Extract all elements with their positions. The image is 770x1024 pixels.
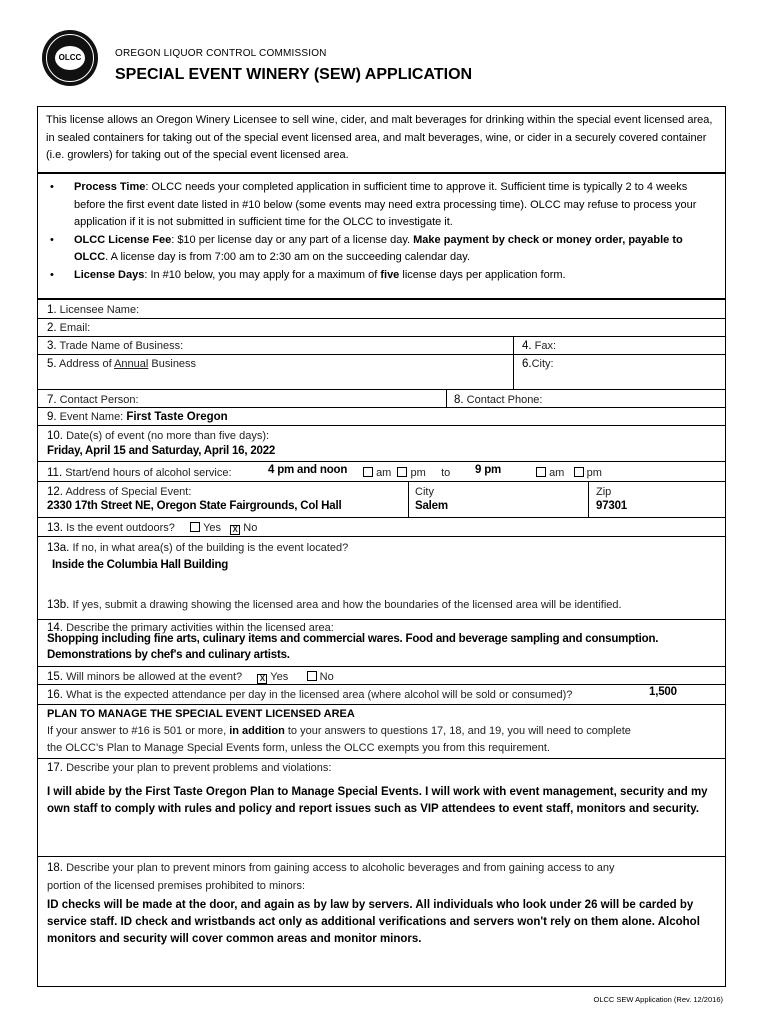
q-number: 5. [47, 358, 57, 370]
intro-box [37, 106, 726, 173]
plan-text: to your answers to questions 17, 18, and 19, you will need to complete [284, 725, 631, 737]
event-dates-value: Friday, April 15 and Saturday, April 16, 2022 [47, 445, 276, 457]
field-prevent-problems[interactable] [38, 758, 725, 857]
bullet-label: License Days [74, 268, 145, 281]
prevent-problems-value: I will abide by the First Taste Oregon Plan to Manage Special Events. I will work with event management, security and my own staff to comply with rules and policy and report issues such as VIP attendees to event staff, monitors and security. [47, 786, 708, 815]
am-checkbox[interactable] [363, 467, 373, 477]
field-label: Address of Special Event: [65, 486, 192, 498]
activities-value-line1: Shopping including fine arts, culinary items and commercial wares. Food and beverage sampling and consumption. [47, 633, 659, 645]
bullet-process-time [74, 179, 717, 232]
outdoors-yes-checkbox[interactable] [190, 522, 200, 532]
event-name-value: First Taste Oregon [126, 411, 228, 423]
plan-heading: PLAN TO MANAGE THE SPECIAL EVENT LICENSED AREA [47, 708, 355, 720]
outdoors-no-checkbox[interactable]: X [230, 525, 240, 535]
bullet-text: : $10 per license day or any part of a license day. [171, 233, 414, 246]
field-service-hours[interactable] [38, 461, 725, 482]
pm-checkbox[interactable] [397, 467, 407, 477]
field-fax[interactable] [522, 340, 556, 352]
am-checkbox-end[interactable] [536, 467, 546, 477]
yes-label: Yes [270, 671, 289, 683]
q-number: 15. [47, 671, 63, 683]
field-label: If no, in what area(s) of the building is the event located? [72, 542, 349, 554]
divider [513, 355, 514, 390]
field-attendance[interactable] [38, 684, 725, 705]
divider [513, 337, 514, 355]
organization-name: OREGON LIQUOR CONTROL COMMISSION [115, 48, 327, 59]
logo-text: OLCC [55, 46, 85, 70]
field-building-area[interactable] [38, 536, 725, 620]
bullet-bold: Make payment by check or money order, payable to OLCC [74, 233, 683, 263]
pm-label: pm [586, 467, 602, 479]
end-hours-value: 9 pm [475, 464, 502, 476]
bullet-label: Process Time [74, 181, 146, 193]
no-label: No [319, 671, 334, 683]
q-number: 14. [47, 622, 63, 634]
q-number: 16. [47, 689, 63, 701]
field-prevent-minors[interactable] [38, 856, 725, 989]
q-number: 2. [47, 322, 57, 334]
minors-yes-checkbox[interactable]: X [257, 674, 267, 684]
building-area-value: Inside the Columbia Hall Building [52, 559, 229, 571]
bullet-license-fee [74, 232, 717, 267]
field-trade-name[interactable] [38, 336, 725, 355]
q-number: 6. [522, 358, 532, 370]
activities-value-line2: Demonstrations by chef's and culinary artists. [47, 649, 290, 661]
field-label: Licensee Name: [59, 304, 140, 316]
field-label: Contact Phone: [466, 394, 543, 406]
bullet-text: . A license day is from 7:00 am to 2:30 am on the succeeding calendar day. [105, 251, 471, 263]
plan-text: If your answer to #16 is 501 or more, [47, 725, 230, 737]
q-number: 1. [47, 304, 57, 316]
bullet-label: OLCC License Fee [74, 233, 172, 246]
am-label: am [549, 467, 565, 479]
prevent-minors-value: ID checks will be made at the door, and again as by law by servers. All individuals who look under 26 will be carded by service staff. ID check and wristbands act only as additional verifications and servers won't rely on them alone. Alcohol monitors and security will cover common areas and monitor minors. [47, 899, 700, 945]
field-outdoors[interactable] [38, 517, 725, 537]
q-number: 12. [47, 486, 63, 498]
yes-label: Yes [203, 522, 222, 534]
field-label: If yes, submit a drawing showing the licensed area and how the boundaries of the licensed area will be identified. [72, 599, 622, 611]
field-label-underline: Annual [114, 358, 149, 370]
field-contact-person[interactable] [38, 389, 725, 408]
info-bullets [37, 173, 726, 299]
field-label: What is the expected attendance per day in the licensed area (where alcohol will be sold or consumed)? [66, 689, 573, 701]
field-city[interactable] [522, 358, 554, 370]
event-zip-value: 97301 [596, 500, 627, 512]
field-label: Event Name: [59, 411, 124, 423]
minors-no-checkbox[interactable] [307, 671, 317, 681]
field-label: Email: [59, 322, 91, 334]
q-number: 7. [47, 394, 57, 406]
application-form [37, 299, 726, 987]
field-minors-allowed[interactable] [38, 666, 725, 685]
field-label: portion of the licensed premises prohibited to minors: [47, 880, 306, 892]
field-label: Describe your plan to prevent problems and violations: [66, 762, 332, 774]
olcc-logo [42, 30, 98, 86]
field-label: City: [531, 358, 554, 370]
q-number: 13a. [47, 542, 70, 554]
field-email[interactable] [38, 318, 725, 337]
event-city-value: Salem [415, 500, 448, 512]
start-hours-value: 4 pm and noon [268, 464, 348, 476]
divider [446, 390, 447, 408]
bullet-bold: five [380, 268, 400, 281]
page-title: SPECIAL EVENT WINERY (SEW) APPLICATION [115, 66, 473, 83]
intro-text: This license allows an Oregon Winery Licensee to sell wine, cider, and malt beverages for drinking within the special event licensed area, in sealed containers for taking out of the special event licensed area, and malt beverages, wine, or cider in a securely covered container (i.e. growlers) for taking out of the special event licensed area. [46, 114, 713, 161]
event-address-value: 2330 17th Street NE, Oregon State Fairgrounds, Col Hall [47, 500, 342, 512]
q-number: 10. [47, 430, 63, 442]
q-number: 18. [47, 862, 63, 874]
to-label: to [441, 467, 451, 479]
field-licensee-name[interactable] [38, 300, 725, 318]
no-label: No [243, 522, 258, 534]
q-number: 13. [47, 522, 63, 534]
q-number: 3. [47, 340, 57, 352]
field-label: Trade Name of Business: [59, 340, 184, 352]
q-number: 4. [522, 340, 532, 352]
field-event-dates[interactable] [38, 425, 725, 462]
bullet-text: : In #10 below, you may apply for a maximum of [144, 268, 381, 281]
bullet-text: : OLCC needs your completed application in sufficient time to approve it. Sufficient time is typically 2 to 4 weeks before the first event date listed in #10 below (some events may need extra processing time). OLCC may refuse to process your application if it is not submitted in sufficient time for the OLCC to investigate it. [74, 181, 697, 228]
form-revision: OLCC SEW Application (Rev. 12/2016) [593, 995, 723, 1004]
plan-section [38, 704, 725, 759]
bullet-license-days [74, 267, 717, 285]
q-number: 8. [454, 394, 464, 406]
divider [588, 482, 589, 518]
field-label: Describe the primary activities within the licensed area: [66, 622, 334, 634]
bullet-text: license days per application form. [399, 268, 566, 281]
q-number: 17. [47, 762, 63, 774]
field-annual-address[interactable] [38, 354, 725, 390]
field-label: Describe your plan to prevent minors from gaining access to alcoholic beverages and from gaining access to any [66, 862, 615, 874]
city-label: City [415, 486, 434, 498]
plan-text: the OLCC’s Plan to Manage Special Events form, unless the OLCC exempts you from this requirement. [47, 742, 550, 754]
q-number: 13b. [47, 599, 70, 611]
field-contact-phone[interactable] [454, 394, 543, 406]
q-number: 11. [47, 467, 63, 479]
q-number: 9. [47, 411, 57, 423]
field-primary-activities[interactable] [38, 619, 725, 667]
am-label: am [376, 467, 392, 479]
field-label: Address of [59, 358, 115, 370]
field-label: Is the event outdoors? [66, 522, 175, 534]
attendance-value: 1,500 [649, 686, 677, 698]
field-label: Date(s) of event (no more than five days): [66, 430, 270, 442]
plan-text-bold: in addition [229, 725, 285, 737]
divider [408, 482, 409, 518]
pm-checkbox-end[interactable] [574, 467, 584, 477]
field-label: Contact Person: [59, 394, 139, 406]
field-label: Will minors be allowed at the event? [66, 671, 243, 683]
zip-label: Zip [596, 486, 612, 498]
field-label: Fax: [534, 340, 557, 352]
field-label: Business [148, 358, 197, 370]
field-label: Start/end hours of alcohol service: [65, 467, 232, 479]
field-event-address[interactable] [38, 481, 725, 518]
field-event-name[interactable] [38, 407, 725, 426]
pm-label: pm [410, 467, 426, 479]
